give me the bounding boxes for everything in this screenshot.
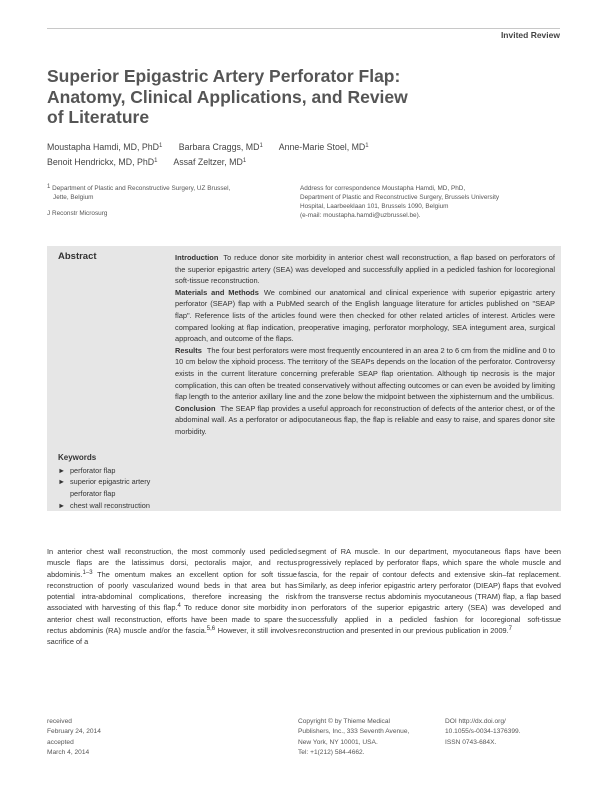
- author-affiliation-mark: 1: [242, 158, 247, 164]
- affiliation-line: $^1$ Department of Plastic and Reconstructive Surgery, UZ Brussel,: [47, 184, 231, 192]
- author-name: Moustapha Hamdi, MD, PhD: [47, 142, 159, 152]
- doi-link[interactable]: DOI http://dx.doi.org/: [445, 718, 506, 725]
- keywords-block: [58, 452, 173, 512]
- section-label: Materials and Methods: [175, 287, 259, 297]
- correspondence-email: (e-mail: moustapha.hamdi@uzbrussel.be).: [300, 212, 421, 219]
- doi-block: DOI http://dx.doi.org/ 10.1055/s-0034-1376399. ISSN 0743-684X.: [445, 717, 565, 748]
- author-affiliation-mark: 1: [259, 143, 263, 149]
- correspondence-line: Address for correspondence Moustapha Hamdi, MD, PhD,: [300, 185, 466, 192]
- abstract-introduction: Introduction To reduce donor site morbidity in anterior chest wall reconstruction, a flap based on perforators of the superior epigastric artery (SEA) was developed and successfully applied in a pedicled fashion for locoregional soft-tissue reconstruction.: [175, 253, 555, 286]
- abstract-methods: Materials and Methods We combined our anatomical and clinical experience with superior epigastric artery perforator (SEAP) flap with a PubMed search of the English language literature for articles published on "SEAP flap". Reference lists of the articles found were then checked for other related articles of interest. Articles were compared looking at flap indication, preoperative imaging, perforator morphology, SEA integument area, surgical approach, and outcome of the flaps.: [175, 287, 555, 344]
- copyright-block: Copyright © by Thieme Medical Publishers, Inc., 333 Seventh Avenue, New York, NY 10001, USA. Tel: +1(212) 584-4662.: [298, 718, 410, 756]
- citation: 5,6: [206, 626, 216, 633]
- author-affiliation-mark: 1: [154, 158, 158, 164]
- author-affiliation-mark: 1: [365, 143, 369, 149]
- affiliation-block: [47, 184, 267, 218]
- triangle-bullet-icon: ►: [58, 477, 66, 487]
- title-line-1: Superior Epigastric Artery Perforator Flap:: [47, 66, 401, 86]
- section-label: Introduction: [175, 253, 219, 262]
- title-line-2: Anatomy, Clinical Applications, and Review: [47, 86, 408, 107]
- body-column-left: In anterior chest wall reconstruction, the most commonly used pedicled muscle flaps are the latissimus dorsi, pectoralis major, and rectus abdominis.$^{1-3}$ The omentum makes an excellent option for soft tissue reconstruction of poorly vascularized wound beds in that area but has potential intra-abdominal complications, therefore increasing the risk associated with harvesting of this flap.$^4$ To reduce donor site morbidity in anterior chest wall reconstruction, efforts have been made to spare the rectus abdominis (RA) muscle and/or the fascia.$^{5,6}$ However, it still involves sacrifice of a: [47, 547, 297, 647]
- keywords-heading: Keywords: [58, 453, 97, 462]
- affiliation-line: Jette, Belgium: [53, 194, 94, 201]
- author-row-1: [47, 140, 467, 155]
- triangle-bullet-icon: ►: [58, 500, 66, 510]
- received-dates: received February 24, 2014 accepted March 4, 2014: [47, 718, 101, 756]
- header-rule: [47, 28, 560, 29]
- keyword-item: ► perforator flap: [58, 465, 116, 475]
- journal-name: J Reconstr Microsurg: [47, 210, 108, 217]
- section-label: Results: [175, 345, 202, 355]
- author-name: Barbara Craggs, MD: [178, 142, 260, 152]
- abstract-conclusion: Conclusion The SEAP flap provides a useful approach for reconstruction of defects of the anterior chest, or of the abdominal wall. As a perforator or adipocutaneous flap, the flap is reliable and easy to raise, and spares donor site morbidity.: [175, 403, 555, 436]
- author-affiliation-mark: 1: [158, 143, 163, 149]
- author-row-2: [47, 155, 467, 170]
- article-title: [47, 66, 467, 128]
- keyword-item: ► chest wall reconstruction: [58, 500, 150, 510]
- section-label: Invited Review: [500, 30, 560, 40]
- citation: 4: [177, 603, 181, 610]
- abstract-results: Results The four best perforators were most frequently encountered in an area 2 to 6 cm from the midline and 0 to 10 cm below the xiphoid process. The territory of the SEAPs depends on the location of the perforator. Controversy exists in the current literature concerning preferable SEAP flap orientation. Although tip necrosis is the major complication, this can often be treated conservatively without affecting outcomes or can even be avoided by limiting flap length to the anterior axillary line and the zone below the midpoint between the xiphisternum and the umbilicus.: [175, 345, 555, 402]
- section-label: Conclusion: [175, 403, 216, 413]
- triangle-bullet-icon: ►: [58, 465, 66, 475]
- correspondence-line: Department of Plastic and Reconstructive Surgery, Brussels University: [300, 194, 500, 201]
- author-name: Anne-Marie Stoel, MD: [278, 142, 366, 152]
- citation: 1–3: [82, 569, 93, 576]
- citation: 7: [508, 626, 512, 633]
- correspondence-line: Hospital, Laarbeeklaan 101, Brussels 1090, Belgium: [300, 203, 449, 210]
- author-name: Assaf Zeltzer, MD: [173, 157, 243, 167]
- abstract-body: [175, 252, 555, 438]
- author-list: [47, 140, 467, 170]
- author-name: Benoit Hendrickx, MD, PhD: [47, 157, 155, 167]
- keyword-item: ► superior epigastric artery perforator flap: [58, 477, 151, 499]
- correspondence-block: [300, 184, 560, 220]
- body-column-right: segment of RA muscle. In our department, myocutaneous flaps have been progressively replaced by perforator flaps, which spare the whole muscle and fascia, for the repair of contour defects and extensive skin–fat replacement. Similarly, as deep inferior epigastric artery perforator (DIEAP) flaps that evolved from the transverse rectus abdominis myocutaneous (TRAM) flap, a flap based on perforators of the superior epigastric artery (SEA) was developed and successfully applied in a pedicled fashion for locoregional soft-tissue reconstruction and presented in our previous publication in 2009.$^7$: [298, 547, 561, 636]
- title-line-3: of Literature: [47, 107, 150, 127]
- affiliation-mark: 1: [47, 184, 51, 190]
- abstract-heading: Abstract: [58, 251, 97, 262]
